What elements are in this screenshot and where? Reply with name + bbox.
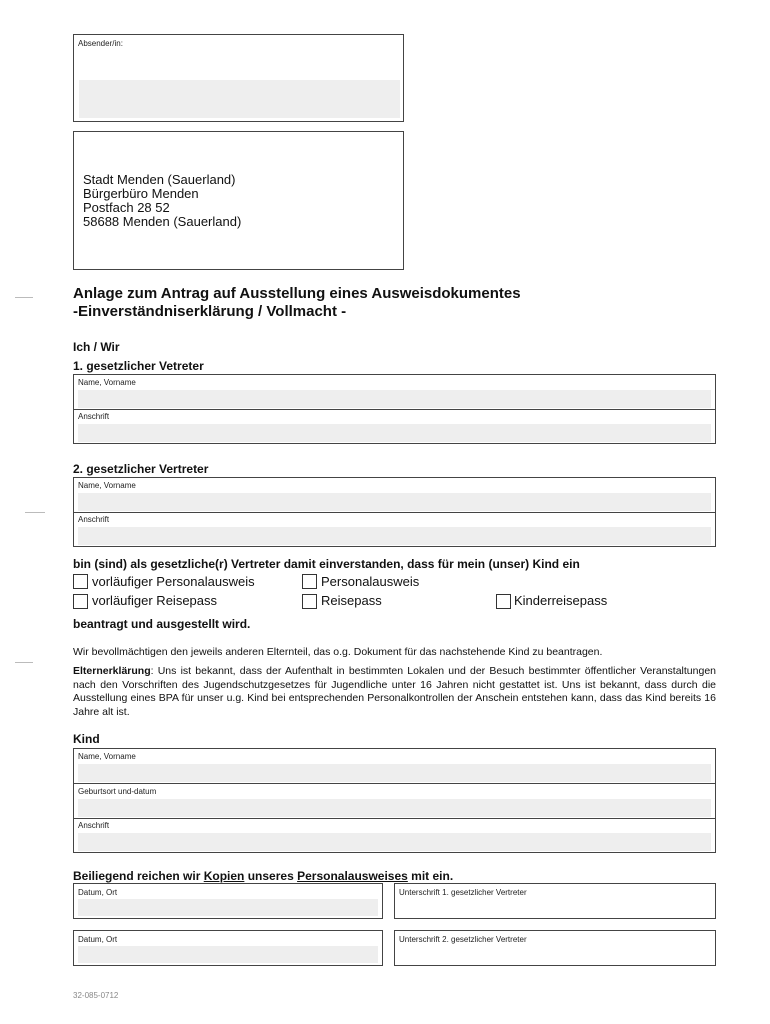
date-place-label-1: Datum, Ort bbox=[78, 888, 118, 897]
enclosed-part: mit ein. bbox=[407, 869, 454, 883]
checkbox-id[interactable] bbox=[302, 574, 317, 589]
checkbox-prov-id[interactable] bbox=[73, 574, 88, 589]
rep1-name-input[interactable] bbox=[78, 390, 711, 408]
checkbox-prov-passport-label: vorläufiger Reisepass bbox=[92, 593, 218, 608]
signature-label-1: Unterschrift 1. gesetzlicher Vertreter bbox=[399, 888, 527, 897]
margin-mark bbox=[15, 297, 33, 298]
margin-mark bbox=[15, 662, 33, 663]
checkbox-prov-id-label: vorläufiger Personalausweis bbox=[92, 574, 255, 589]
signature-box-2 bbox=[394, 930, 716, 966]
sender-label: Absender/in: bbox=[78, 39, 123, 48]
date-place-box-1 bbox=[73, 883, 383, 919]
rep1-name-label: Name, Vorname bbox=[78, 378, 136, 387]
child-heading: Kind bbox=[73, 732, 100, 746]
divider bbox=[74, 409, 715, 410]
signature-box-1 bbox=[394, 883, 716, 919]
signature-label-2: Unterschrift 2. gesetzlicher Vertreter bbox=[399, 935, 527, 944]
date-place-input-1[interactable] bbox=[78, 899, 378, 916]
child-address-input[interactable] bbox=[78, 833, 711, 851]
enclosed-line bbox=[73, 869, 453, 883]
date-place-box-2 bbox=[73, 930, 383, 966]
authorize-text: Wir bevollmächtigen den jeweils anderen Elternteil, das o.g. Dokument für das nachstehende Kind zu beantragen. bbox=[73, 646, 603, 658]
rep1-heading: 1. gesetzlicher Vetreter bbox=[73, 359, 204, 373]
margin-mark bbox=[25, 512, 45, 513]
enclosed-part: Beiliegend reichen wir bbox=[73, 869, 204, 883]
recipient-address bbox=[83, 173, 241, 229]
checkbox-prov-passport[interactable] bbox=[73, 594, 88, 609]
enclosed-kopien: Kopien bbox=[203, 869, 245, 883]
parent-declaration-text: : Uns ist bekannt, dass der Aufenthalt in bestimmten Lokalen und der Besuch bestimmter öffentlicher Veranstaltungen nach den Vorschriften des Jugendschutzgesetzes für Jugendliche unter 16 Jahren nicht gestattet ist. Uns ist bekannt, dass durch die Ausstellung eines BPA für unser u.g. Kind bei entsprechenden Personalkontrollen der Anschein entstehen kann, dass das Kind bereits 16 Jahre alt ist. bbox=[73, 665, 716, 718]
child-name-input[interactable] bbox=[78, 764, 711, 782]
enclosed-personalausweises: Personalausweises bbox=[297, 869, 408, 883]
child-birth-label: Geburtsort und-datum bbox=[78, 787, 157, 796]
child-birth-input[interactable] bbox=[78, 799, 711, 817]
recipient-box bbox=[73, 131, 404, 270]
child-address-label: Anschrift bbox=[78, 821, 110, 830]
page-title: Anlage zum Antrag auf Ausstellung eines Ausweisdokumentes bbox=[73, 285, 521, 302]
checkbox-passport-label: Reisepass bbox=[321, 593, 382, 608]
rep1-address-label: Anschrift bbox=[78, 412, 110, 421]
divider bbox=[74, 783, 715, 784]
rep1-address-input[interactable] bbox=[78, 424, 711, 442]
rep2-heading: 2. gesetzlicher Vertreter bbox=[73, 462, 209, 476]
page-subtitle: -Einverständniserklärung / Vollmacht - bbox=[73, 303, 347, 320]
ich-wir-label: Ich / Wir bbox=[73, 340, 120, 354]
recipient-line: Postfach 28 52 bbox=[83, 200, 170, 215]
child-box bbox=[73, 748, 716, 853]
checkbox-passport[interactable] bbox=[302, 594, 317, 609]
parent-declaration-label: Elternerklärung bbox=[73, 665, 151, 677]
checkbox-id-label: Personalausweis bbox=[321, 574, 420, 589]
child-name-label: Name, Vorname bbox=[78, 752, 136, 761]
applied-line: beantragt und ausgestellt wird. bbox=[73, 617, 251, 631]
enclosed-part: unseres bbox=[244, 869, 298, 883]
checkbox-child-passport-label: Kinderreisepass bbox=[514, 593, 608, 608]
rep1-box bbox=[73, 374, 716, 444]
recipient-line: Stadt Menden (Sauerland) bbox=[83, 172, 236, 187]
rep2-name-input[interactable] bbox=[78, 493, 711, 511]
divider bbox=[74, 818, 715, 819]
recipient-line: Bürgerbüro Menden bbox=[83, 186, 199, 201]
date-place-input-2[interactable] bbox=[78, 946, 378, 963]
recipient-line: 58688 Menden (Sauerland) bbox=[83, 214, 242, 229]
checkbox-child-passport[interactable] bbox=[496, 594, 511, 609]
date-place-label-2: Datum, Ort bbox=[78, 935, 118, 944]
sender-box bbox=[73, 34, 404, 122]
rep2-box bbox=[73, 477, 716, 547]
consent-line: bin (sind) als gesetzliche(r) Vertreter damit einverstanden, dass für mein (unser) Kind ein bbox=[73, 557, 580, 571]
form-number: 32-085-0712 bbox=[73, 991, 119, 1000]
rep2-address-label: Anschrift bbox=[78, 515, 110, 524]
divider bbox=[74, 512, 715, 513]
rep2-name-label: Name, Vorname bbox=[78, 481, 136, 490]
sender-input[interactable] bbox=[79, 80, 400, 118]
rep2-address-input[interactable] bbox=[78, 527, 711, 545]
parent-declaration bbox=[73, 665, 716, 719]
